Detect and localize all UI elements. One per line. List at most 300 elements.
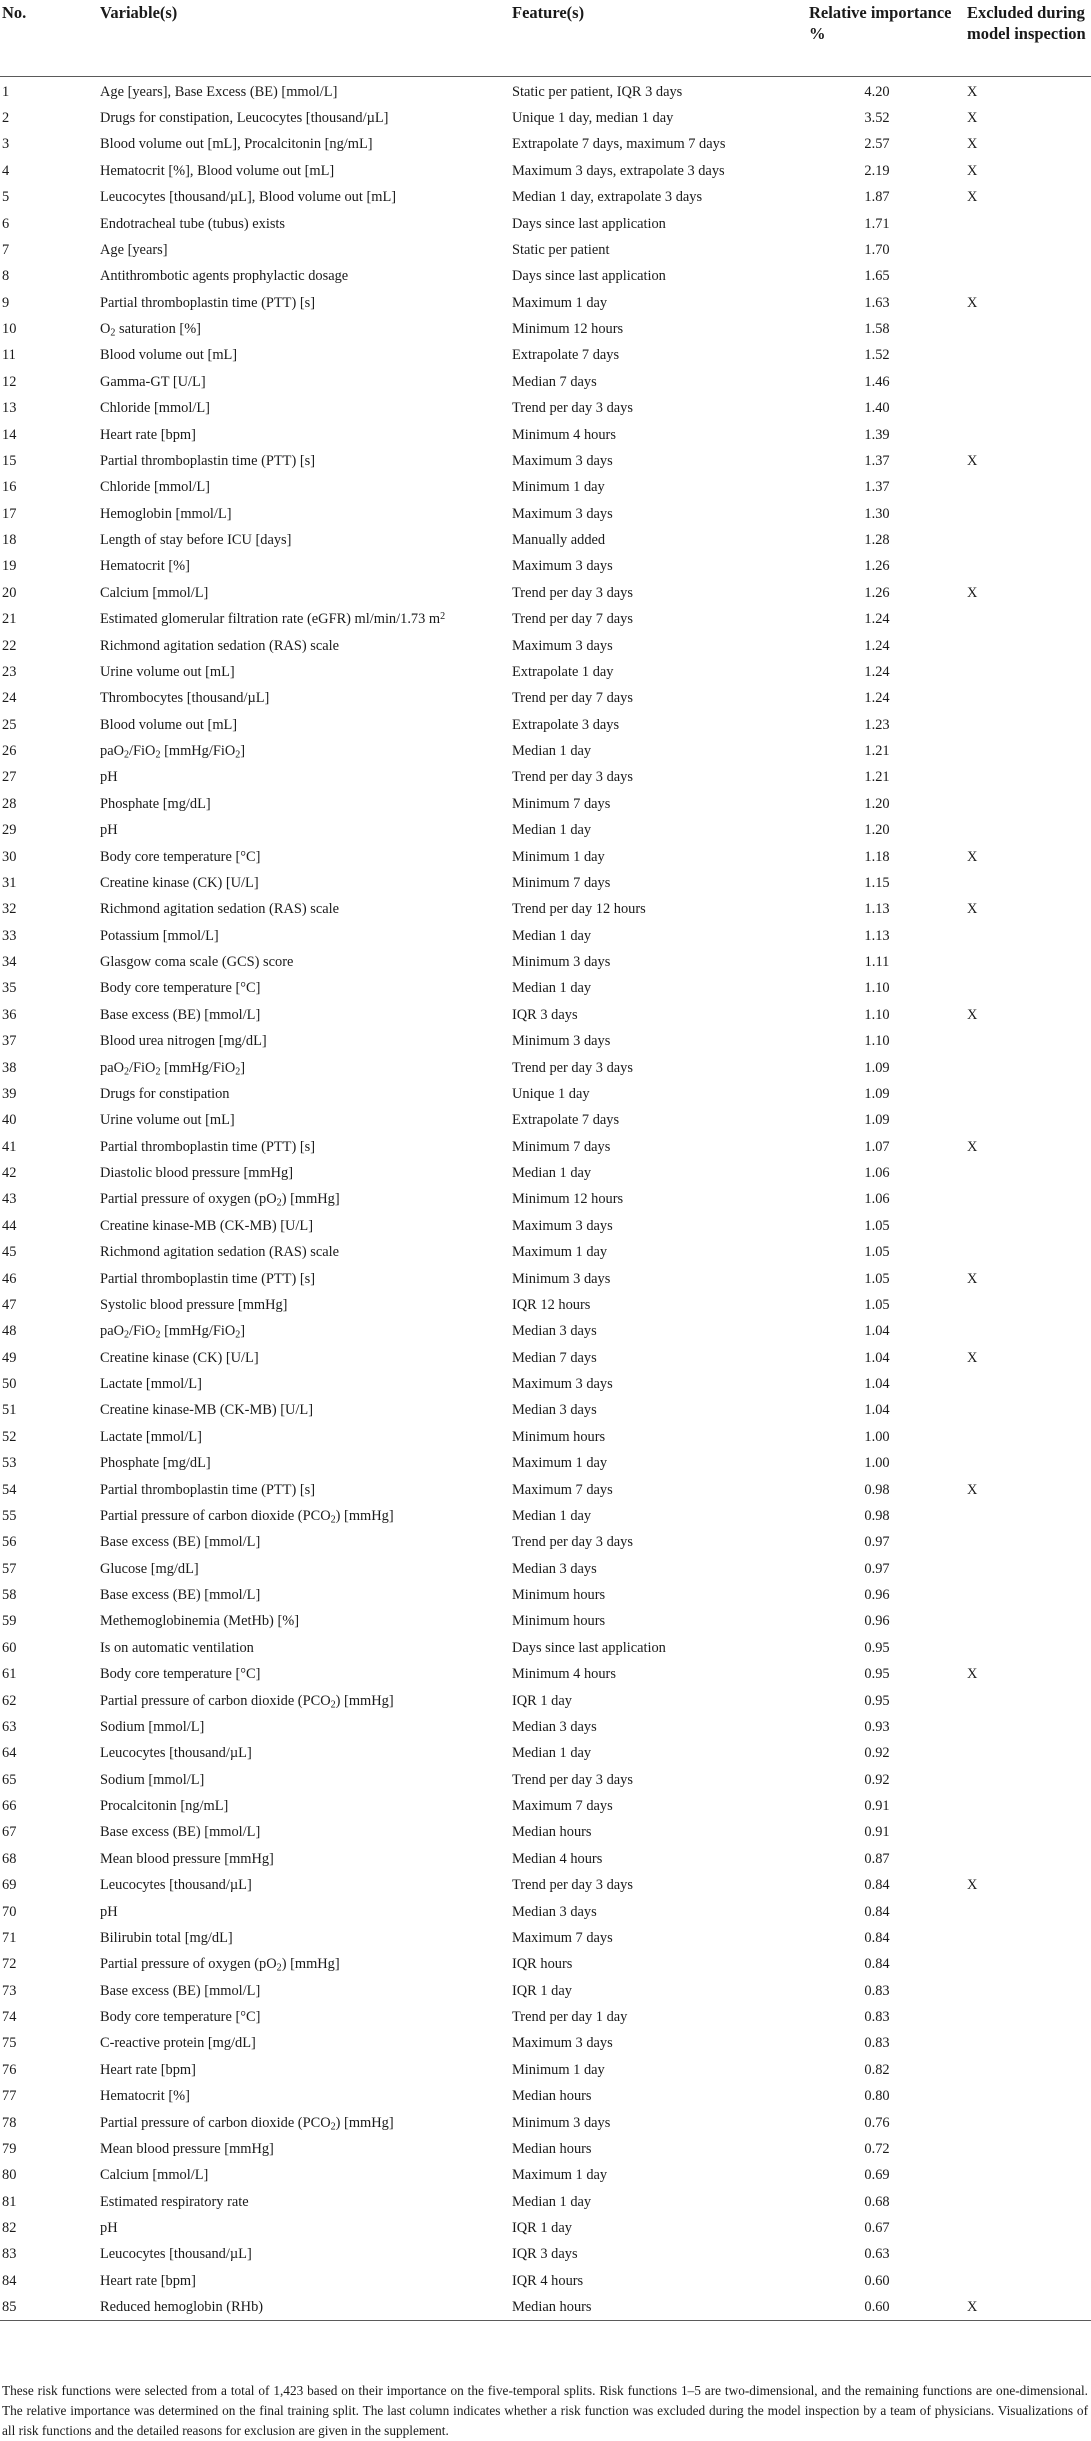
row-excluded: X (967, 1006, 978, 1023)
table-row (0, 1529, 1091, 1555)
row-variables: Base excess (BE) [mmol/L] (100, 1982, 261, 1999)
row-features: Median 3 days (512, 1560, 597, 1577)
row-features: Maximum 7 days (512, 1481, 613, 1498)
row-excluded (957, 210, 1091, 236)
row-excluded: X (967, 452, 978, 469)
table-row (0, 527, 1091, 553)
row-number: 84 (2, 2272, 17, 2289)
row-variables: Antithrombotic agents prophylactic dosage (100, 268, 349, 285)
row-importance: 1.06 (864, 1191, 890, 1208)
row-excluded (957, 2030, 1091, 2056)
row-importance: 0.68 (864, 2193, 890, 2210)
row-importance: 2.57 (864, 136, 890, 153)
row-excluded: X (967, 1877, 978, 1894)
table-row (0, 2241, 1091, 2267)
row-excluded (957, 1054, 1091, 1080)
row-number: 14 (2, 426, 17, 443)
row-features: Median 1 day (512, 822, 592, 839)
row-variables: Hematocrit [%], Blood volume out [mL] (100, 162, 335, 179)
row-number: 65 (2, 1771, 17, 1788)
row-importance: 0.80 (864, 2088, 890, 2105)
row-importance: 1.21 (864, 769, 890, 786)
row-importance: 1.09 (864, 1112, 890, 1129)
row-importance: 4.20 (864, 83, 890, 100)
row-variables: Calcium [mmol/L] (100, 2167, 209, 2184)
row-variables: Age [years] (100, 241, 168, 258)
table-row (0, 1054, 1091, 1080)
row-variables: Potassium [mmol/L] (100, 927, 219, 944)
row-excluded (957, 1081, 1091, 1107)
row-number: 60 (2, 1639, 17, 1656)
header-importance: Relative importance % (797, 0, 957, 76)
row-variables: Partial thromboplastin time (PTT) [s] (100, 294, 316, 311)
row-importance: 0.84 (864, 1877, 890, 1894)
row-variables: Lactate [mmol/L] (100, 1428, 202, 1445)
row-number: 21 (2, 611, 17, 628)
row-importance: 1.46 (864, 373, 890, 390)
row-variables: Urine volume out [mL] (100, 663, 235, 680)
row-importance: 0.91 (864, 1824, 890, 1841)
row-variables: Gamma-GT [U/L] (100, 373, 206, 390)
row-variables: Partial thromboplastin time (PTT) [s] (100, 1138, 316, 1155)
row-excluded (957, 1239, 1091, 1265)
row-features: IQR 1 day (512, 1982, 572, 1999)
row-number: 2 (2, 110, 10, 127)
row-variables: Body core temperature [°C] (100, 1666, 261, 1683)
row-importance: 0.84 (864, 1929, 890, 1946)
table-row (0, 1767, 1091, 1793)
row-importance: 1.52 (864, 347, 890, 364)
row-variables: Richmond agitation sedation (RAS) scale (100, 1244, 339, 1261)
row-features: Trend per day 7 days (512, 690, 633, 707)
table-row (0, 580, 1091, 606)
row-excluded (957, 685, 1091, 711)
row-number: 22 (2, 637, 17, 654)
row-features: Median 1 day (512, 1745, 592, 1762)
row-number: 8 (2, 268, 10, 285)
row-features: IQR 1 day (512, 2220, 572, 2237)
row-variables: Thrombocytes [thousand/µL] (100, 690, 270, 707)
row-variables: C-reactive protein [mg/dL] (100, 2035, 256, 2052)
row-importance: 1.18 (864, 848, 890, 865)
row-features: Minimum 12 hours (512, 321, 624, 338)
row-excluded (957, 2241, 1091, 2267)
row-number: 25 (2, 716, 17, 733)
row-variables: Procalcitonin [ng/mL] (100, 1798, 229, 1815)
row-features: Minimum 7 days (512, 1138, 611, 1155)
row-importance: 0.60 (864, 2272, 890, 2289)
row-number: 58 (2, 1587, 17, 1604)
table-row (0, 791, 1091, 817)
table-row (0, 975, 1091, 1001)
header-no: No. (0, 0, 100, 76)
row-features: Maximum 3 days (512, 1217, 613, 1234)
row-variables: pH (100, 2220, 118, 2237)
row-variables: Length of stay before ICU [days] (100, 532, 292, 549)
row-importance: 1.07 (864, 1138, 890, 1155)
row-variables: pH (100, 769, 118, 786)
row-number: 13 (2, 400, 17, 417)
row-importance: 3.52 (864, 110, 890, 127)
row-number: 32 (2, 901, 17, 918)
table-row (0, 501, 1091, 527)
row-excluded (957, 738, 1091, 764)
row-importance: 0.84 (864, 1956, 890, 1973)
row-importance: 0.76 (864, 2114, 890, 2131)
row-features: Median hours (512, 2088, 592, 2105)
row-importance: 1.09 (864, 1085, 890, 1102)
row-number: 44 (2, 1217, 17, 1234)
row-variables: Bilirubin total [mg/dL] (100, 1929, 233, 1946)
table-row (0, 1450, 1091, 1476)
table-row (0, 1476, 1091, 1502)
table-row (0, 1951, 1091, 1977)
table-row (0, 421, 1091, 447)
row-features: Maximum 3 days (512, 637, 613, 654)
row-variables: Blood volume out [mL] (100, 347, 238, 364)
table-row (0, 369, 1091, 395)
row-number: 64 (2, 1745, 17, 1762)
row-variables: Body core temperature [°C] (100, 980, 261, 997)
table-body (0, 76, 1091, 2321)
row-number: 24 (2, 690, 17, 707)
row-variables: paO$_2$/FiO$_2$ [mmHg/FiO$_2$] (100, 743, 246, 761)
row-importance: 1.11 (864, 954, 890, 971)
row-importance: 0.95 (864, 1692, 890, 1709)
row-number: 49 (2, 1349, 17, 1366)
row-importance: 1.10 (864, 1033, 890, 1050)
row-features: Extrapolate 7 days (512, 1112, 620, 1129)
row-excluded: X (967, 189, 978, 206)
row-variables: Heart rate [bpm] (100, 426, 196, 443)
row-number: 77 (2, 2088, 17, 2105)
row-excluded (957, 2004, 1091, 2030)
table-row (0, 290, 1091, 316)
table-row (0, 1740, 1091, 1766)
row-variables: Chloride [mmol/L] (100, 400, 210, 417)
row-excluded (957, 1186, 1091, 1212)
row-importance: 1.63 (864, 294, 890, 311)
table-row (0, 342, 1091, 368)
row-features: Extrapolate 7 days, maximum 7 days (512, 136, 726, 153)
row-variables: Partial pressure of carbon dioxide $(PCO_2)$ [mmHg] (100, 1692, 394, 1711)
row-features: Minimum 1 day (512, 2061, 605, 2078)
row-number: 78 (2, 2114, 17, 2131)
row-number: 83 (2, 2246, 17, 2263)
row-importance: 1.24 (864, 637, 890, 654)
table-row (0, 553, 1091, 579)
row-variables: Creatine kinase (CK) [U/L] (100, 874, 259, 891)
row-importance: 0.63 (864, 2246, 890, 2263)
row-importance: 0.60 (797, 2294, 957, 2321)
row-importance: 1.26 (864, 558, 890, 575)
row-number: 70 (2, 1903, 17, 1920)
row-features: Trend per day 1 day (512, 2009, 628, 2026)
row-importance: 1.05 (864, 1244, 890, 1261)
row-importance: 1.71 (864, 215, 890, 232)
table-row (0, 1687, 1091, 1713)
table-row (0, 1635, 1091, 1661)
row-features: Maximum 3 days (512, 1376, 613, 1393)
row-variables: Sodium [mmol/L] (100, 1718, 205, 1735)
row-features: Trend per day 3 days (512, 1059, 633, 1076)
table-row (0, 210, 1091, 236)
row-features: Median 7 days (512, 1349, 597, 1366)
row-excluded (957, 2162, 1091, 2188)
table-row (0, 1714, 1091, 1740)
row-excluded: X (967, 1481, 978, 1498)
row-excluded (957, 263, 1091, 289)
row-excluded (957, 1503, 1091, 1529)
table-row (0, 1819, 1091, 1845)
row-excluded (957, 1107, 1091, 1133)
table-row (0, 316, 1091, 342)
table-row (0, 712, 1091, 738)
row-variables: Heart rate [bpm] (100, 2061, 196, 2078)
row-excluded: X (967, 1349, 978, 1366)
table-row (0, 685, 1091, 711)
row-excluded (957, 791, 1091, 817)
row-importance: 0.83 (864, 2035, 890, 2052)
row-importance: 1.05 (864, 1270, 890, 1287)
row-number: 12 (2, 373, 17, 390)
table-row (0, 1318, 1091, 1344)
table-row (0, 764, 1091, 790)
row-features: Trend per day 3 days (512, 769, 633, 786)
row-excluded (957, 1529, 1091, 1555)
row-number: 47 (2, 1296, 17, 1313)
row-number: 11 (2, 347, 16, 364)
row-number: 79 (2, 2140, 17, 2157)
row-excluded (957, 527, 1091, 553)
row-number: 28 (2, 795, 17, 812)
row-importance: 1.30 (864, 505, 890, 522)
row-variables: Leucocytes [thousand/µL] (100, 1877, 252, 1894)
row-excluded: X (967, 110, 978, 127)
row-variables: Blood volume out [mL], Procalcitonin [ng/mL] (100, 136, 373, 153)
row-number: 41 (2, 1138, 17, 1155)
row-features: Static per patient (512, 241, 610, 258)
row-number: 7 (2, 241, 10, 258)
row-number: 85 (0, 2294, 100, 2321)
row-importance: 0.96 (864, 1613, 890, 1630)
header-variables: Variable(s) (100, 0, 512, 76)
row-features: Minimum hours (512, 1587, 606, 1604)
row-number: 55 (2, 1507, 17, 1524)
row-importance: 0.84 (864, 1903, 890, 1920)
row-variables: Hemoglobin [mmol/L] (100, 505, 232, 522)
row-number: 15 (2, 452, 17, 469)
header-row (0, 0, 1091, 76)
row-features: Maximum 7 days (512, 1929, 613, 1946)
row-number: 33 (2, 927, 17, 944)
row-excluded (957, 923, 1091, 949)
row-variables: Hematocrit [%] (100, 558, 190, 575)
row-variables: Chloride [mmol/L] (100, 479, 210, 496)
row-features: Minimum 1 day (512, 848, 605, 865)
row-variables: Partial pressure of oxygen $(pO_2)$ [mmHg] (100, 1956, 340, 1974)
row-features: Minimum 1 day (512, 479, 605, 496)
table-row (0, 1556, 1091, 1582)
row-importance: 1.26 (864, 584, 890, 601)
row-features: Median 1 day, extrapolate 3 days (512, 189, 703, 206)
row-variables: Is on automatic ventilation (100, 1639, 254, 1656)
row-importance: 1.00 (864, 1428, 890, 1445)
row-excluded (957, 1318, 1091, 1344)
row-features: Minimum 4 hours (512, 1666, 616, 1683)
row-number: 5 (2, 189, 10, 206)
row-excluded: X (967, 901, 978, 918)
row-features: Minimum 3 days (512, 1033, 611, 1050)
table-row (0, 1397, 1091, 1423)
row-variables: Estimated respiratory rate (100, 2193, 249, 2210)
row-number: 66 (2, 1798, 17, 1815)
row-variables: Reduced hemoglobin (RHb) (100, 2294, 512, 2321)
row-features: Median 3 days (512, 1718, 597, 1735)
row-number: 36 (2, 1006, 17, 1023)
table-row (0, 738, 1091, 764)
row-number: 20 (2, 584, 17, 601)
row-number: 17 (2, 505, 17, 522)
table-footnote: These risk functions were selected from a total of 1,423 based on their importance on the five-temporal splits. Risk functions 1–5 are two-dimensional, and the remaining functions are one-dimensional. The relative importance was determined on the final training split. The last column indicates whether a risk function was excluded during the model inspection by a team of physicians. Visualizations of all risk functions and the detailed reasons for exclusion are given in the supplement. (2, 2383, 1088, 2439)
row-importance: 1.04 (864, 1349, 890, 1366)
row-excluded (957, 1635, 1091, 1661)
row-variables: Mean blood pressure [mmHg] (100, 2140, 274, 2157)
row-variables: Leucocytes [thousand/µL] (100, 2246, 252, 2263)
row-variables: Leucocytes [thousand/µL], Blood volume out [mL] (100, 189, 397, 206)
table-row (0, 105, 1091, 131)
row-excluded (957, 2083, 1091, 2109)
row-importance: 1.09 (864, 1059, 890, 1076)
table-row (0, 1793, 1091, 1819)
row-importance: 1.05 (864, 1217, 890, 1234)
row-variables: Drugs for constipation (100, 1085, 230, 1102)
row-features: Unique 1 day, median 1 day (512, 110, 674, 127)
row-number: 54 (2, 1481, 17, 1498)
row-importance: 1.87 (864, 189, 890, 206)
row-importance: 1.10 (864, 980, 890, 997)
row-importance: 0.83 (864, 1982, 890, 1999)
row-excluded (957, 342, 1091, 368)
row-variables: Richmond agitation sedation (RAS) scale (100, 637, 339, 654)
row-excluded: X (967, 848, 978, 865)
table-row (0, 474, 1091, 500)
row-number: 4 (2, 162, 10, 179)
row-excluded (957, 1582, 1091, 1608)
table-row (0, 2189, 1091, 2215)
row-number: 72 (2, 1956, 17, 1973)
table-row (0, 1265, 1091, 1291)
row-excluded (957, 712, 1091, 738)
row-excluded: X (967, 294, 978, 311)
row-number: 48 (2, 1323, 17, 1340)
row-importance: 1.28 (864, 532, 890, 549)
row-features: Minimum 7 days (512, 795, 611, 812)
row-importance: 0.97 (864, 1534, 890, 1551)
row-importance: 1.20 (864, 795, 890, 812)
table-row (0, 184, 1091, 210)
row-excluded (957, 1608, 1091, 1634)
row-importance: 0.95 (864, 1666, 890, 1683)
row-excluded (957, 474, 1091, 500)
row-number: 56 (2, 1534, 17, 1551)
row-excluded (957, 1846, 1091, 1872)
row-excluded (957, 1978, 1091, 2004)
row-excluded (957, 316, 1091, 342)
row-excluded (957, 1424, 1091, 1450)
table-row (0, 1925, 1091, 1951)
row-importance: 1.04 (864, 1376, 890, 1393)
row-importance: 0.92 (864, 1771, 890, 1788)
row-excluded (957, 1160, 1091, 1186)
row-features: Median 1 day (512, 2193, 592, 2210)
row-features: Median hours (512, 2140, 592, 2157)
row-importance: 0.91 (864, 1798, 890, 1815)
row-number: 30 (2, 848, 17, 865)
row-excluded (957, 1450, 1091, 1476)
row-excluded (957, 1767, 1091, 1793)
row-excluded: X (967, 1666, 978, 1683)
table-row (0, 632, 1091, 658)
row-excluded (957, 870, 1091, 896)
row-importance: 1.00 (864, 1455, 890, 1472)
row-features: Trend per day 3 days (512, 1771, 633, 1788)
table-row (0, 2030, 1091, 2056)
row-excluded (957, 2136, 1091, 2162)
row-variables: Creatine kinase (CK) [U/L] (100, 1349, 259, 1366)
table-row (0, 896, 1091, 922)
row-features: IQR 1 day (512, 1692, 572, 1709)
row-variables: paO$_2$/FiO$_2$ [mmHg/FiO$_2$] (100, 1059, 246, 1078)
table-row (0, 1978, 1091, 2004)
row-importance: 1.13 (864, 927, 890, 944)
row-number: 71 (2, 1929, 17, 1946)
table-row (0, 659, 1091, 685)
table-row (0, 1846, 1091, 1872)
row-variables: Estimated glomerular filtration rate (eGFR) ml/min/1.73 $m^2$ (100, 611, 446, 628)
row-variables: Creatine kinase-MB (CK-MB) [U/L] (100, 1217, 314, 1234)
row-variables: $O_2$ saturation [%] (100, 321, 201, 339)
row-variables: Glasgow coma scale (GCS) score (100, 954, 294, 971)
row-importance: 0.72 (864, 2140, 890, 2157)
row-excluded (957, 421, 1091, 447)
row-features: Trend per day 3 days (512, 400, 633, 417)
table-row (0, 1371, 1091, 1397)
table-row (0, 1582, 1091, 1608)
row-features: Manually added (512, 532, 606, 549)
row-number: 82 (2, 2220, 17, 2237)
row-variables: Hematocrit [%] (100, 2088, 190, 2105)
row-excluded (957, 1371, 1091, 1397)
row-features: Minimum 3 days (512, 1270, 611, 1287)
row-number: 50 (2, 1376, 17, 1393)
row-variables: Richmond agitation sedation (RAS) scale (100, 901, 339, 918)
row-number: 42 (2, 1165, 17, 1182)
row-features: Minimum hours (512, 1613, 606, 1630)
row-features: Minimum hours (512, 1428, 606, 1445)
row-number: 81 (2, 2193, 17, 2210)
row-excluded (957, 659, 1091, 685)
row-number: 80 (2, 2167, 17, 2184)
row-features: Median 7 days (512, 373, 597, 390)
row-features: Median 1 day (512, 743, 592, 760)
table-row (0, 2109, 1091, 2135)
row-variables: Blood urea nitrogen [mg/dL] (100, 1033, 267, 1050)
row-excluded (957, 369, 1091, 395)
row-number: 29 (2, 822, 17, 839)
table-row (0, 1239, 1091, 1265)
row-features: Minimum 7 days (512, 874, 611, 891)
